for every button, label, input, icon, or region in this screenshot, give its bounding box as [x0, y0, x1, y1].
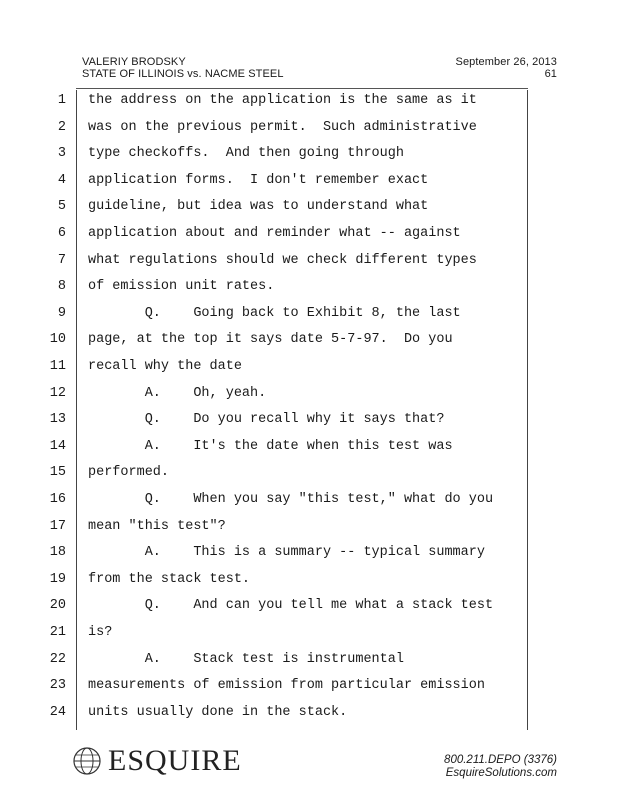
- line-number: 18: [49, 545, 66, 561]
- transcript-line: [0, 567, 619, 594]
- line-text: page, at the top it says date 5-7-97. Do you: [88, 332, 453, 348]
- line-text: performed.: [88, 465, 170, 481]
- transcript-line: [0, 274, 619, 301]
- line-text: Q. Do you recall why it says that?: [88, 412, 445, 428]
- line-text: type checkoffs. And then going through: [88, 146, 404, 162]
- transcript-line: [0, 248, 619, 275]
- line-text: from the stack test.: [88, 571, 251, 587]
- line-number: 15: [49, 465, 66, 481]
- transcript-line: [0, 88, 619, 115]
- line-text: mean "this test"?: [88, 518, 226, 534]
- transcript-line: [0, 354, 619, 381]
- line-number: 24: [49, 704, 66, 720]
- header-left: [82, 56, 284, 80]
- transcript-line: [0, 141, 619, 168]
- footer-phone: 800.211.DEPO (3376): [444, 754, 557, 766]
- esquire-logo: [72, 744, 242, 778]
- line-number: 21: [49, 625, 66, 640]
- page-number: 61: [544, 68, 557, 80]
- deposition-date: September 26, 2013: [455, 56, 557, 68]
- line-text: application forms. I don't remember exact: [88, 172, 429, 188]
- line-number: 16: [49, 492, 66, 507]
- transcript-line: [0, 487, 619, 514]
- case-title: STATE OF ILLINOIS vs. NACME STEEL: [82, 68, 284, 80]
- line-number: 1: [57, 93, 66, 108]
- transcript-line: [0, 221, 619, 248]
- line-text: application about and reminder what -- against: [88, 226, 461, 241]
- line-number: 9: [57, 305, 66, 321]
- line-number: 17: [49, 518, 66, 534]
- line-number: 2: [57, 119, 66, 135]
- line-number: 22: [49, 651, 66, 667]
- line-text: A. It's the date when this test was: [88, 438, 453, 454]
- transcript-line: [0, 647, 619, 674]
- line-text: measurements of emission from particular emission: [88, 678, 485, 694]
- line-text: A. Stack test is instrumental: [88, 651, 404, 667]
- esquire-globe-icon: [72, 746, 102, 776]
- transcript-line: [0, 115, 619, 142]
- transcript-line: [0, 194, 619, 221]
- line-number: 12: [49, 385, 66, 401]
- transcript-line: [0, 700, 619, 727]
- line-number: 13: [49, 412, 66, 428]
- transcript-line: [0, 593, 619, 620]
- line-text: Q. When you say "this test," what do you: [88, 492, 494, 507]
- line-text: units usually done in the stack.: [88, 704, 348, 720]
- footer-contact: [444, 754, 557, 780]
- line-number: 23: [49, 678, 66, 694]
- line-text: A. Oh, yeah.: [88, 385, 267, 401]
- footer-website: EsquireSolutions.com: [445, 767, 557, 779]
- line-text: what regulations should we check different types: [88, 252, 477, 268]
- line-text: is?: [88, 625, 113, 640]
- transcript-line: [0, 540, 619, 567]
- transcript-line: [0, 301, 619, 328]
- transcript-line: [0, 434, 619, 461]
- line-number: 8: [57, 279, 66, 295]
- line-text: Q. And can you tell me what a stack test: [88, 598, 494, 614]
- transcript-line: [0, 620, 619, 647]
- line-number: 14: [49, 438, 66, 454]
- transcript-line: [0, 407, 619, 434]
- transcript-line: [0, 168, 619, 195]
- line-number: 10: [49, 332, 66, 348]
- line-number: 3: [57, 146, 66, 162]
- header-right: [456, 56, 557, 80]
- logo-text: ESQUIRE: [108, 744, 242, 777]
- transcript-line: [0, 327, 619, 354]
- witness-name: VALERIY BRODSKY: [82, 56, 186, 68]
- line-text: recall why the date: [88, 359, 242, 374]
- line-number: 19: [49, 571, 66, 587]
- line-number: 6: [57, 226, 66, 241]
- line-text: the address on the application is the same as it: [88, 93, 477, 108]
- line-text: guideline, but idea was to understand what: [88, 199, 429, 215]
- transcript-line: [0, 381, 619, 408]
- transcript-line: [0, 460, 619, 487]
- transcript-line: [0, 673, 619, 700]
- line-number: 20: [49, 598, 66, 614]
- line-text: A. This is a summary -- typical summary: [88, 545, 485, 561]
- line-text: was on the previous permit. Such administrative: [88, 119, 477, 135]
- line-number: 4: [57, 172, 66, 188]
- line-text: Q. Going back to Exhibit 8, the last: [88, 305, 461, 321]
- line-number: 7: [57, 252, 66, 268]
- line-text: of emission unit rates.: [88, 279, 275, 295]
- line-number: 5: [57, 199, 66, 215]
- line-number: 11: [49, 359, 66, 374]
- transcript-line: [0, 514, 619, 541]
